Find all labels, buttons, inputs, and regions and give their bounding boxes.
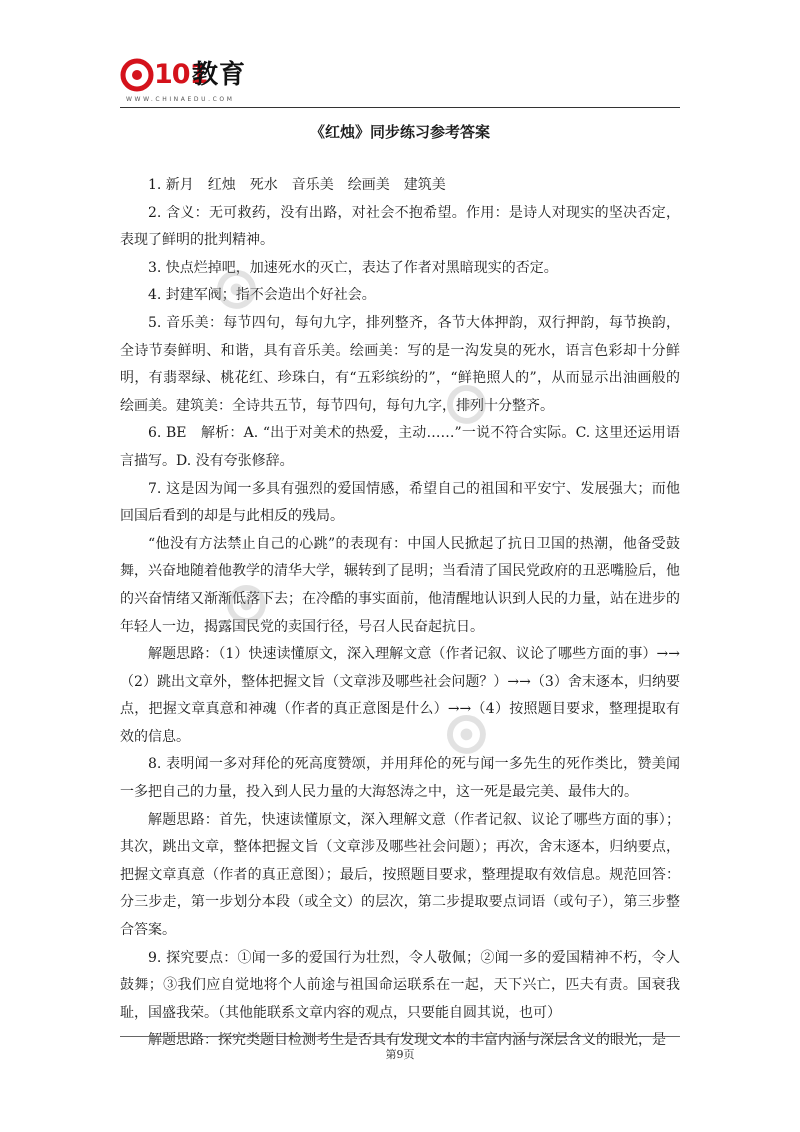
footer-divider <box>120 1036 680 1037</box>
answer-paragraph-9: 9. 探究要点：①闻一多的爱国行为壮烈，令人敬佩；②闻一多的爱国精神不朽，令人鼓舞；③我们应自觉地将个人前途与祖国命运联系在一起，天下兴亡，匹夫有责。国衰我耻，国盛我荣。（其他能联系文章内容的观点，只要能自圆其说，也可） <box>120 949 680 1021</box>
logo-mark-icon <box>120 58 154 92</box>
answer-paragraph-5: 5. 音乐美：每节四句，每句九字，排列整齐，各节大体押韵，双行押韵，每节换韵，全诗节奏鲜明、和谐，具有音乐美。绘画美：写的是一沟发臭的死水，语言色彩却十分鲜明，有翡翠绿、桃花红、珍珠白，有“五彩缤纷的”，“鲜艳照人的”，从而显示出油画般的绘画美。建筑美：全诗共五节，每节四句，每句九字，排列十分整齐。 <box>120 314 680 414</box>
chinaedu-logo <box>120 58 250 110</box>
answer-paragraph-6: 6. BE 解析：A. “出于对美术的热爱，主动……”一说不符合实际。C. 这里还运用语言描写。D. 没有夸张修辞。 <box>120 425 680 469</box>
page-number: 第9页 <box>385 1048 415 1061</box>
answer-body <box>120 172 680 1055</box>
answer-paragraph-3: 3. 快点烂掉吧，加速死水的灭亡，表达了作者对黑暗现实的否定。 <box>148 259 558 276</box>
logo-number: 101 <box>154 59 208 90</box>
answer-paragraph-8: 8. 表明闻一多对拜伦的死高度赞颂，并用拜伦的死与闻一多先生的死作类比，赞美闻一多把自己的力量，投入到人民力量的大海怒涛之中，这一死是最完美、最伟大的。 <box>120 756 680 801</box>
answer-paragraph-8-approach: 解题思路：首先，快速读懂原文，深入理解文意（作者记叙、议论了哪些方面的事）；其次，跳出文章，整体把握文旨（文章涉及哪些社会问题）；再次，舍末逐本，归纳要点，把握文章真意（作者的真正意图）；最后，按照题目要求，整理提取有效信息。规范回答：分三步走，第一步划分本段（或全文）的层次，第二步提取要点词语（或句子），第三步整合答案。 <box>120 811 680 939</box>
answer-paragraph-2: 2. 含义：无可救药，没有出路，对社会不抱希望。作用：是诗人对现实的坚决否定，表现了鲜明的批判精神。 <box>120 204 680 249</box>
answer-paragraph-9-approach: 解题思路：探究类题目检测考生是否具有发现文本的丰富内涵与深层含义的眼光，是 <box>148 1032 666 1049</box>
header-divider <box>120 107 680 108</box>
answer-paragraph-7-approach: 解题思路：（1）快速读懂原文，深入理解文意（作者记叙、议论了哪些方面的事）→→（2）跳出文章外，整体把握文旨（文章涉及哪些社会问题？）→→（3）舍末逐本，归纳要点，把握文章真意和神魂（作者的真正意图是什么）→→（4）按照题目要求，整理提取有效的信息。 <box>120 646 680 745</box>
logo-url: WWW.CHINAEDU.COM <box>126 96 235 103</box>
document-title: 《红烛》同步练习参考答案 <box>309 123 490 141</box>
logo-chinese-text: 教育 <box>192 60 247 90</box>
answer-paragraph-4: 4. 封建军阀；指不会造出个好社会。 <box>148 287 376 304</box>
answer-paragraph-7-detail: “他没有方法禁止自己的心跳”的表现有：中国人民掀起了抗日卫国的热潮，他备受鼓舞，兴奋地随着他教学的清华大学，辗转到了昆明；当看清了国民党政府的丑恶嘴脸后，他的兴奋情绪又渐渐低落下去；在冷酷的事实面前，他清醒地认识到人民的力量，站在进步的年轻人一边，揭露国民党的卖国行径，号召人民奋起抗日。 <box>120 535 680 635</box>
answer-paragraph-1: 1. 新月 红烛 死水 音乐美 绘画美 建筑美 <box>148 177 446 193</box>
answer-paragraph-7: 7. 这是因为闻一多具有强烈的爱国情感，希望自己的祖国和平安宁、发展强大；而他回国后看到的却是与此相反的残局。 <box>120 480 680 525</box>
